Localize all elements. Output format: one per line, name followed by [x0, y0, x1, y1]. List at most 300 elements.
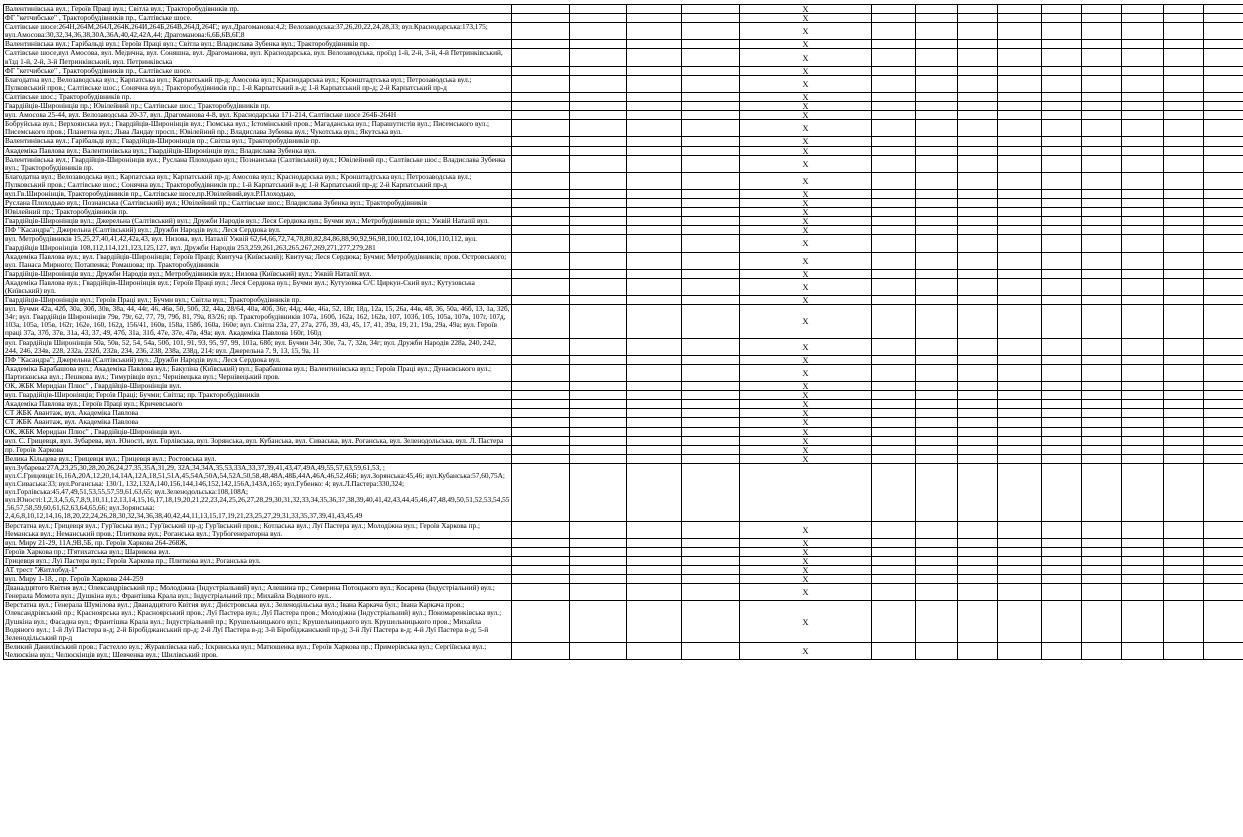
- mark-cell: Х: [740, 146, 872, 155]
- empty-cell: [1204, 14, 1243, 23]
- empty-cell: [682, 278, 740, 295]
- address-cell: ПФ "Касандра"; Джерельна (Салтівський) вул.; Дружби Народів вул.; Леся Сердюка вул.: [4, 226, 512, 235]
- empty-cell: [872, 208, 916, 217]
- table-row: [4, 382, 1243, 391]
- empty-cell: [1164, 269, 1204, 278]
- empty-cell: [998, 538, 1042, 547]
- empty-cell: [916, 226, 958, 235]
- address-cell: Бобруйська вул.; Верхоянська вул.; Гвардійців-Широнінців вул.; Гюмська вул.; Істомінський пров.; Магаданська вул.; Парашутистів вул.; Писемського вул.; Писемського пров.; Планетна вул.; Льва Ландау просп.; Ювілейний пр.; Владислава Зубенка вул.; Чукотська вул.; Якутська вул.: [4, 120, 512, 137]
- mark-cell: Х: [740, 584, 872, 601]
- empty-cell: [1122, 575, 1164, 584]
- address-cell: Гвардійців-Широнінців пр.; Ювілейний пр.; Салтівське шос.; Тракторобудівників пр.: [4, 102, 512, 111]
- empty-cell: [1122, 364, 1164, 381]
- empty-cell: [627, 382, 682, 391]
- empty-cell: [512, 226, 570, 235]
- empty-cell: [1164, 382, 1204, 391]
- mark-cell: Х: [740, 189, 872, 198]
- table-row: [4, 199, 1243, 208]
- empty-cell: [916, 296, 958, 305]
- empty-cell: [1082, 575, 1122, 584]
- empty-cell: [1204, 278, 1243, 295]
- empty-cell: [512, 49, 570, 66]
- empty-cell: [872, 584, 916, 601]
- empty-cell: [682, 23, 740, 40]
- table-row: [4, 278, 1243, 295]
- empty-cell: [682, 120, 740, 137]
- empty-cell: [1082, 235, 1122, 252]
- empty-cell: [1122, 391, 1164, 400]
- empty-cell: [872, 338, 916, 355]
- empty-cell: [1122, 427, 1164, 436]
- empty-cell: [1122, 584, 1164, 601]
- empty-cell: [627, 189, 682, 198]
- empty-cell: [1164, 364, 1204, 381]
- empty-cell: [1082, 538, 1122, 547]
- empty-cell: [627, 40, 682, 49]
- empty-cell: [1122, 189, 1164, 198]
- address-cell: ОК, ЖБК Меридіан Плюс" , Гвардійців-Широнінців вул.: [4, 382, 512, 391]
- empty-cell: [512, 538, 570, 547]
- empty-cell: [872, 400, 916, 409]
- address-cell: Валентинівська вул.; Гарібальді вул.; Гвардійців-Широнінців пр.; Світла вул.; Тракторобудівників пр.: [4, 137, 512, 146]
- empty-cell: [627, 111, 682, 120]
- empty-cell: [998, 40, 1042, 49]
- empty-cell: [627, 566, 682, 575]
- empty-cell: [1164, 172, 1204, 189]
- mark-cell: Х: [740, 418, 872, 427]
- empty-cell: [1082, 5, 1122, 14]
- empty-cell: [512, 391, 570, 400]
- empty-cell: [682, 40, 740, 49]
- empty-cell: [682, 92, 740, 101]
- empty-cell: [916, 391, 958, 400]
- mark-cell: Х: [740, 538, 872, 547]
- empty-cell: [1164, 199, 1204, 208]
- empty-cell: [916, 5, 958, 14]
- address-cell: Академіка Павлова вул.; Героїв Праці вул.; Кричевського: [4, 400, 512, 409]
- empty-cell: [627, 23, 682, 40]
- table-row: [4, 463, 1243, 521]
- empty-cell: [627, 102, 682, 111]
- empty-cell: [916, 102, 958, 111]
- table-row: [4, 120, 1243, 137]
- empty-cell: [627, 556, 682, 565]
- empty-cell: [1204, 305, 1243, 338]
- empty-cell: [570, 364, 627, 381]
- empty-cell: [872, 521, 916, 538]
- empty-cell: [1164, 146, 1204, 155]
- empty-cell: [682, 601, 740, 642]
- empty-cell: [1122, 40, 1164, 49]
- empty-cell: [916, 364, 958, 381]
- empty-cell: [512, 172, 570, 189]
- empty-cell: [872, 355, 916, 364]
- empty-cell: [1164, 155, 1204, 172]
- empty-cell: [1204, 120, 1243, 137]
- empty-cell: [1204, 155, 1243, 172]
- empty-cell: [627, 391, 682, 400]
- empty-cell: [1164, 226, 1204, 235]
- empty-cell: [998, 338, 1042, 355]
- empty-cell: [1042, 575, 1082, 584]
- empty-cell: [512, 436, 570, 445]
- empty-cell: [916, 189, 958, 198]
- empty-cell: [1082, 547, 1122, 556]
- empty-cell: [1122, 111, 1164, 120]
- table-row: [4, 400, 1243, 409]
- empty-cell: [570, 146, 627, 155]
- empty-cell: [872, 436, 916, 445]
- empty-cell: [1204, 364, 1243, 381]
- empty-cell: [1042, 556, 1082, 565]
- empty-cell: [570, 547, 627, 556]
- empty-cell: [1042, 137, 1082, 146]
- mark-cell: Х: [740, 111, 872, 120]
- empty-cell: [1164, 538, 1204, 547]
- empty-cell: [1042, 454, 1082, 463]
- empty-cell: [998, 102, 1042, 111]
- address-cell: вул. С. Грицевця, вул. Зубарева, вул. Юності, вул. Горлівська, вул. Зорянська, вул. Кубанська, вул. Сиваська, вул. Роганська, вул. Зеленодольська, вул. Л. Пастера: [4, 436, 512, 445]
- empty-cell: [916, 252, 958, 269]
- empty-cell: [1204, 92, 1243, 101]
- empty-cell: [512, 400, 570, 409]
- empty-cell: [1042, 146, 1082, 155]
- table-row: [4, 575, 1243, 584]
- address-cell: Салтівське шосе:264Н,264М,264Л,264К,264И,264Б,264В,264Д,264Г,; вул.Драгоманова:4,2; Велозаводська:37,26,20,22,24,28,33; вул.Краснодарська:173,175; вул.Амосова:30,32,34,36,38,30А,36А,40,42,42А,44; Драгоманова:6,6Б,6В,6Г,8: [4, 23, 512, 40]
- empty-cell: [627, 120, 682, 137]
- mark-cell: Х: [740, 521, 872, 538]
- empty-cell: [916, 575, 958, 584]
- address-cell: Героїв Харкова пр.; П'ятихатська вул.; Шарикова вул.: [4, 547, 512, 556]
- empty-cell: [512, 269, 570, 278]
- empty-cell: [916, 137, 958, 146]
- empty-cell: [916, 547, 958, 556]
- mark-cell: Х: [740, 427, 872, 436]
- empty-cell: [1204, 208, 1243, 217]
- empty-cell: [958, 14, 998, 23]
- empty-cell: [998, 92, 1042, 101]
- table-row: [4, 584, 1243, 601]
- empty-cell: [1082, 75, 1122, 92]
- empty-cell: [512, 547, 570, 556]
- empty-cell: [872, 146, 916, 155]
- address-cell: Академіка Павлова вул.; Валентинівська вул.; Гвардійців-Широнінців вул.; Владислава Зубенка вул.: [4, 146, 512, 155]
- empty-cell: [1082, 199, 1122, 208]
- empty-cell: [1164, 189, 1204, 198]
- address-cell: Благодатна вул.; Велозаводська вул.; Карпатська вул.; Карпатський пр-д; Амосова вул.; Краснодарська вул.; Кронштадтська вул.; Петрозаводська вул.; Пулковський пров.; Салтівське шос.; Сонячна вул.; Тракторобудівників пр.; 1-й Карпатський в-д; 1-й Карпатський пр-д; 2-й Карпатський пр-д: [4, 75, 512, 92]
- empty-cell: [1082, 120, 1122, 137]
- empty-cell: [1042, 445, 1082, 454]
- empty-cell: [570, 391, 627, 400]
- empty-cell: [1082, 463, 1122, 521]
- empty-cell: [512, 217, 570, 226]
- empty-cell: [1164, 463, 1204, 521]
- mark-cell: Х: [740, 391, 872, 400]
- empty-cell: [1122, 199, 1164, 208]
- empty-cell: [1042, 391, 1082, 400]
- empty-cell: [682, 427, 740, 436]
- address-cell: Великий Данилівський пров.; Гастелло вул.; Журавлівська наб.; Іскринська вул.; Матюшенка вул.; Героїв Харкова пр.; Примерівська вул.; Сергіївська вул.; Челюскіна вул.; Челюскінців вул.; Шевченка вул.; Шилівський пров.: [4, 642, 512, 659]
- empty-cell: [1082, 418, 1122, 427]
- empty-cell: [872, 14, 916, 23]
- empty-cell: [1122, 418, 1164, 427]
- empty-cell: [1082, 155, 1122, 172]
- empty-cell: [627, 436, 682, 445]
- table-row: [4, 305, 1243, 338]
- empty-cell: [958, 189, 998, 198]
- empty-cell: [1082, 102, 1122, 111]
- empty-cell: [1164, 409, 1204, 418]
- empty-cell: [1122, 235, 1164, 252]
- empty-cell: [958, 391, 998, 400]
- empty-cell: [958, 601, 998, 642]
- empty-cell: [512, 445, 570, 454]
- empty-cell: [682, 172, 740, 189]
- address-cell: Академіка Барабашова вул.; Академіка Павлова вул.; Бакуліна (Київський) вул.; Барабашова вул.; Валентинівська вул.; Героїв Праці вул.; Дунаєвського вул.; Партизанська вул.; Пешкова вул.; Тимурівців вул.; Чернівецька вул.; Чернівецький пров.: [4, 364, 512, 381]
- empty-cell: [512, 208, 570, 217]
- empty-cell: [998, 14, 1042, 23]
- address-cell: Верстатна вул.; Генерала Шумілова вул.; Дванадцятого Квітня вул.; Дністровська вул.; Зеленодільська вул.; Івана Каркача бул.; Івана Каркача пров.; Олександрівський пр.; Красноярська вул.; Красноярський пров.; Луї Пастера вул.; Луї Пастера пров.; Молодіжна (Індустріальний) вул.; Пономаренківська вул.; Душкіна вул.; Фасадна вул.; Франтішка Крала вул.; Індустріальний пр.; Крушельницького вул.; Крушельницького вул. Крушельницького пров.; Михайла Водяного вул.; 1-й Луї Пастера в-д; 2-й Біробіджанський пр-д; 2-й Луї Пастера в-д; 3-й Біробіджанський пр-д; 3-й Луї Пастера в-д; 4-й Луї Пастера в-д; 5-й Зеленодільський пр-д: [4, 601, 512, 642]
- empty-cell: [916, 445, 958, 454]
- empty-cell: [1204, 601, 1243, 642]
- empty-cell: [958, 226, 998, 235]
- empty-cell: [1042, 120, 1082, 137]
- mark-cell: Х: [740, 454, 872, 463]
- empty-cell: [872, 23, 916, 40]
- table-row: [4, 217, 1243, 226]
- empty-cell: [872, 296, 916, 305]
- empty-cell: [998, 155, 1042, 172]
- empty-cell: [570, 642, 627, 659]
- empty-cell: [1204, 111, 1243, 120]
- empty-cell: [1082, 278, 1122, 295]
- mark-cell: Х: [740, 278, 872, 295]
- table-row: [4, 601, 1243, 642]
- table-row: [4, 642, 1243, 659]
- empty-cell: [958, 111, 998, 120]
- empty-cell: [1122, 226, 1164, 235]
- empty-cell: [1082, 269, 1122, 278]
- empty-cell: [916, 566, 958, 575]
- empty-cell: [570, 66, 627, 75]
- empty-cell: [570, 427, 627, 436]
- table-row: [4, 454, 1243, 463]
- empty-cell: [1204, 391, 1243, 400]
- empty-cell: [1042, 538, 1082, 547]
- empty-cell: [627, 66, 682, 75]
- empty-cell: [916, 146, 958, 155]
- empty-cell: [872, 364, 916, 381]
- empty-cell: [627, 409, 682, 418]
- empty-cell: [998, 382, 1042, 391]
- empty-cell: [570, 436, 627, 445]
- empty-cell: [682, 436, 740, 445]
- empty-cell: [570, 75, 627, 92]
- empty-cell: [1164, 111, 1204, 120]
- empty-cell: [570, 217, 627, 226]
- empty-cell: [570, 49, 627, 66]
- empty-cell: [872, 199, 916, 208]
- empty-cell: [682, 208, 740, 217]
- empty-cell: [916, 278, 958, 295]
- empty-cell: [570, 305, 627, 338]
- empty-cell: [998, 111, 1042, 120]
- empty-cell: [1164, 556, 1204, 565]
- empty-cell: [1204, 454, 1243, 463]
- mark-cell: Х: [740, 49, 872, 66]
- empty-cell: [1204, 418, 1243, 427]
- empty-cell: [872, 92, 916, 101]
- empty-cell: [916, 66, 958, 75]
- empty-cell: [998, 463, 1042, 521]
- empty-cell: [916, 556, 958, 565]
- empty-cell: [872, 269, 916, 278]
- empty-cell: [1204, 427, 1243, 436]
- empty-cell: [958, 66, 998, 75]
- empty-cell: [627, 75, 682, 92]
- mark-cell: Х: [740, 199, 872, 208]
- empty-cell: [916, 92, 958, 101]
- address-cell: Ювілейний пр.; Тракторобудівників пр.: [4, 208, 512, 217]
- empty-cell: [627, 355, 682, 364]
- empty-cell: [958, 463, 998, 521]
- empty-cell: [916, 521, 958, 538]
- empty-cell: [916, 584, 958, 601]
- empty-cell: [958, 400, 998, 409]
- empty-cell: [1042, 5, 1082, 14]
- address-cell: вул. Миру 1-18, , пр. Героїв Харкова 244-259: [4, 575, 512, 584]
- empty-cell: [1164, 235, 1204, 252]
- empty-cell: [1164, 445, 1204, 454]
- empty-cell: [1164, 92, 1204, 101]
- empty-cell: [998, 418, 1042, 427]
- empty-cell: [958, 454, 998, 463]
- empty-cell: [1164, 521, 1204, 538]
- address-cell: АТ трест "Житлобуд-1": [4, 566, 512, 575]
- address-cell: ОК, ЖБК Меридіан Плюс" , Гвардійців-Широнінців вул.: [4, 427, 512, 436]
- empty-cell: [916, 305, 958, 338]
- empty-cell: [998, 49, 1042, 66]
- address-cell: Салтівське шосе,вул Амосова, вул. Медична, вул. Соняшна, вул. Драгоманова, вул. Краснодарська, вул. Велозаводська, проїзд 1-й, 2-й, 3-й, 4-й Петринківський, в'їзд 1-й, 2-й, 3-й Петринківський, вул. Петринківська: [4, 49, 512, 66]
- empty-cell: [916, 382, 958, 391]
- empty-cell: [916, 199, 958, 208]
- empty-cell: [682, 584, 740, 601]
- empty-cell: [872, 556, 916, 565]
- empty-cell: [1082, 49, 1122, 66]
- empty-cell: [627, 418, 682, 427]
- table-row: [4, 92, 1243, 101]
- empty-cell: [1042, 584, 1082, 601]
- empty-cell: [1082, 146, 1122, 155]
- empty-cell: [958, 155, 998, 172]
- empty-cell: [682, 391, 740, 400]
- empty-cell: [512, 601, 570, 642]
- empty-cell: [512, 584, 570, 601]
- empty-cell: [1082, 40, 1122, 49]
- empty-cell: [872, 538, 916, 547]
- empty-cell: [1164, 40, 1204, 49]
- empty-cell: [958, 409, 998, 418]
- mark-cell: Х: [740, 556, 872, 565]
- empty-cell: [998, 547, 1042, 556]
- empty-cell: [570, 575, 627, 584]
- empty-cell: [570, 269, 627, 278]
- empty-cell: [512, 556, 570, 565]
- address-cell: вул. Гвардійців-Широнінців; Героїв Праці; Бучми; Світла; пр. Тракторобудівників: [4, 391, 512, 400]
- address-cell: Валентинівська вул.; Гвардійців-Широнінців вул.; Руслана Плоходько вул.; Познанська (Салтівський) вул.; Ювілейний пр.; Салтівське шос.; Владислава Зубенка вул.; Тракторобудівників пр.: [4, 155, 512, 172]
- empty-cell: [1122, 5, 1164, 14]
- empty-cell: [958, 427, 998, 436]
- empty-cell: [1042, 23, 1082, 40]
- empty-cell: [1204, 556, 1243, 565]
- empty-cell: [998, 5, 1042, 14]
- empty-cell: [872, 391, 916, 400]
- empty-cell: [1082, 252, 1122, 269]
- empty-cell: [872, 445, 916, 454]
- empty-cell: [1042, 199, 1082, 208]
- empty-cell: [1204, 642, 1243, 659]
- empty-cell: [627, 172, 682, 189]
- empty-cell: [1042, 66, 1082, 75]
- mark-cell: Х: [740, 296, 872, 305]
- empty-cell: [1042, 427, 1082, 436]
- empty-cell: [998, 566, 1042, 575]
- empty-cell: [1164, 547, 1204, 556]
- empty-cell: [1204, 521, 1243, 538]
- empty-cell: [627, 338, 682, 355]
- empty-cell: [1042, 252, 1082, 269]
- empty-cell: [1164, 137, 1204, 146]
- empty-cell: [1042, 409, 1082, 418]
- empty-cell: [916, 40, 958, 49]
- table-row: [4, 66, 1243, 75]
- empty-cell: [1082, 208, 1122, 217]
- empty-cell: [1204, 575, 1243, 584]
- empty-cell: [1164, 120, 1204, 137]
- empty-cell: [1082, 364, 1122, 381]
- empty-cell: [1042, 102, 1082, 111]
- empty-cell: [570, 14, 627, 23]
- empty-cell: [1082, 556, 1122, 565]
- empty-cell: [1042, 49, 1082, 66]
- table-row: [4, 226, 1243, 235]
- empty-cell: [570, 102, 627, 111]
- empty-cell: [1122, 102, 1164, 111]
- mark-cell: Х: [740, 382, 872, 391]
- empty-cell: [1204, 566, 1243, 575]
- empty-cell: [1122, 75, 1164, 92]
- empty-cell: [1122, 400, 1164, 409]
- empty-cell: [1204, 49, 1243, 66]
- empty-cell: [958, 92, 998, 101]
- empty-cell: [1042, 400, 1082, 409]
- address-cell: СТ ЖБК Авантаж, вул. Академіка Павлова: [4, 409, 512, 418]
- table-row: [4, 14, 1243, 23]
- empty-cell: [1042, 338, 1082, 355]
- mark-cell: Х: [740, 66, 872, 75]
- empty-cell: [998, 252, 1042, 269]
- address-cell: вул. Миру 21-29, 11А,9В,5Б, пр. Героїв Харкова 264-268Ж,: [4, 538, 512, 547]
- address-cell: вул. Амосова 25-44, вул. Велозаводська 20-37, вул. Драгоманова 4-8, вул. Краснодарська 171-214, Салтівське шосе 264Б-264Н: [4, 111, 512, 120]
- empty-cell: [570, 199, 627, 208]
- empty-cell: [682, 547, 740, 556]
- empty-cell: [1042, 305, 1082, 338]
- empty-cell: [872, 235, 916, 252]
- mark-cell: [740, 463, 872, 521]
- empty-cell: [1204, 252, 1243, 269]
- empty-cell: [1042, 463, 1082, 521]
- empty-cell: [1042, 382, 1082, 391]
